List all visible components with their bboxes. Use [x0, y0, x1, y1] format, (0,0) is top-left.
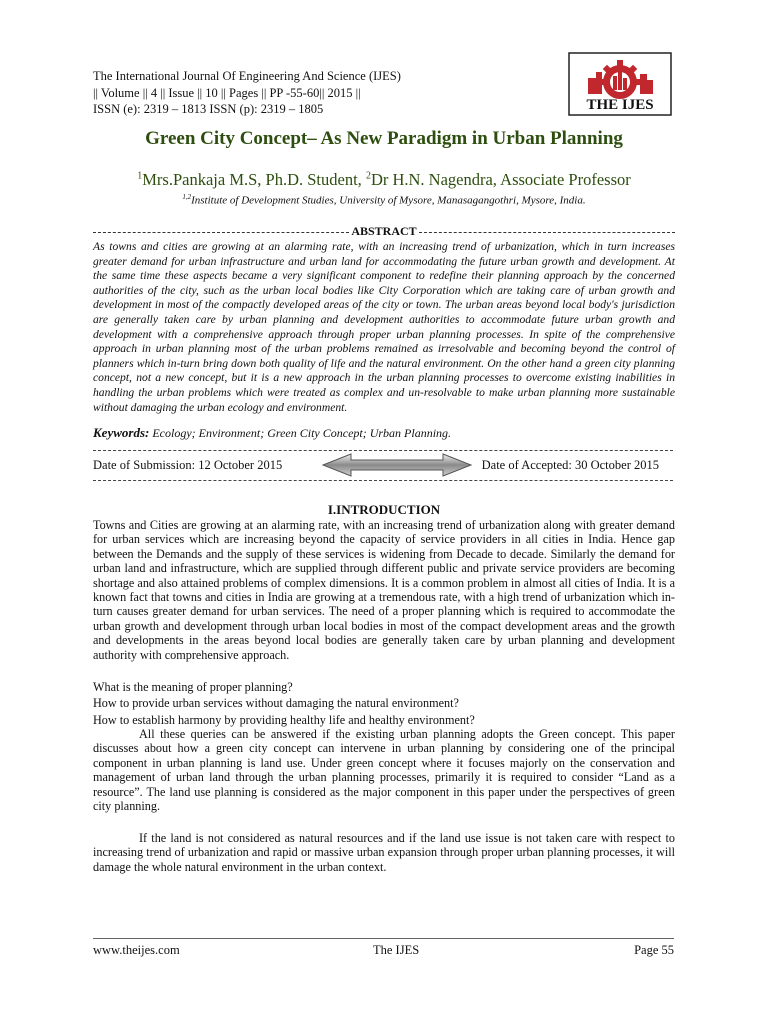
intro-paragraph-2: All these queries can be answered if the existing urban planning adopts the Green concept. This paper discusses about how a green city concept can intervene in urban planning by considering one of the principal component in urban planning is land use. Under green concept where it focuses majorly on the conservation and management of urban land through the urban planning processes, primarily it is required to consider “Land as a resource”. The land use planning is considered as the major component in this paper under the perspectives of green city planning.	[93, 727, 675, 814]
dates-row	[93, 456, 671, 476]
affiliation	[0, 193, 768, 207]
section-heading: I.INTRODUCTION	[327, 502, 441, 517]
submission-date: Date of Submission: 12 October 2015	[93, 458, 283, 472]
question-3: How to establish harmony by providing healthy life and healthy environment?	[93, 713, 475, 727]
author1-sup: 1	[137, 170, 143, 182]
divider	[93, 450, 673, 451]
abstract-heading: ABSTRACT	[351, 223, 417, 238]
keywords-label: Keywords:	[93, 425, 150, 440]
author1: Mrs.Pankaja M.S, Ph.D. Student,	[142, 170, 366, 189]
journal-name: The International Journal Of Engineering And Science (IJES)	[93, 69, 401, 83]
footer-journal: The IJES	[373, 943, 420, 957]
journal-issn: ISSN (e): 2319 – 1813 ISSN (p): 2319 – 1805	[93, 102, 324, 116]
accepted-date: Date of Accepted: 30 October 2015	[481, 458, 659, 472]
keywords-list: Ecology; Environment; Green City Concept; Urban Planning.	[149, 426, 452, 440]
author2-sup: 2	[365, 170, 371, 182]
logo-text: THE IJES	[586, 97, 654, 113]
question-1: What is the meaning of proper planning?	[93, 680, 293, 694]
journal-volume: || Volume || 4 || Issue || 10 || Pages || PP -55-60|| 2015 ||	[93, 85, 361, 100]
authors	[0, 170, 768, 190]
page-footer	[93, 938, 674, 955]
journal-header	[93, 68, 401, 118]
divider	[93, 480, 673, 481]
double-arrow-icon	[321, 452, 473, 478]
footer-website: www.theijes.com	[93, 943, 180, 957]
affil-sup: 1,2	[182, 193, 192, 201]
divider-left	[93, 232, 349, 233]
page-number: Page 55	[634, 943, 674, 957]
intro-paragraph-1: Towns and Cities are growing at an alarming rate, with an increasing trend of urbanization along with greater demand for urban services which are increasing beyond the capacity of service providers in all cities in India. Hence gap between the Demands and the supply of these services is widening from Decade to decade. Similarly the demand for urban land and infrastructure, which are supplied through different public and private service providers are becoming shortage and also attained problems of complex dimensions. It is a common problem in almost all cities of India. It is a known fact that towns and cities in India are growing at a tremendous rate, with a high trend of urbanization which in-turn causes greater demand for urban services. The need of a proper planning which is required to accommodate the urban growth and development through urban local bodies in most of the compact development areas and the growth and developments in the areas beyond local bodies are generally taken care by urban planning and development authority with comprehensive approach.	[93, 518, 675, 662]
affil-text: Institute of Development Studies, University of Mysore, Manasagangothri, Mysore, India.	[191, 194, 586, 207]
question-2: How to provide urban services without damaging the natural environment?	[93, 696, 459, 710]
keywords	[93, 425, 675, 441]
ijes-logo	[568, 52, 672, 116]
author2: Dr H.N. Nagendra, Associate Professor	[370, 170, 631, 189]
abstract-text: As towns and cities are growing at an alarming rate, with an increasing trend of urbanization, which in turn increases greater demand for urban infrastructure and urban land for accommodating the future urban growth and development. At the same time these aspects became a very significant component to redefine their planning approach by the concerned authorities of the city, such as the urban local bodies like City Corporation which are taking care of urban growth and development in most of the compactly developed areas of the city or town. The urban areas beyond local body's jurisdiction are generally taken care by urban planning and development authorities to accommodate future urban growth and development with a comprehensive approach through proper urban planning processes. In spite of the comprehensive approach in urban planning most of the urban problems remained as irresolvable and becoming beyond the control of planners which in-turn bring down both quality of life and the natural environment. On the other hand a green city planning concept, not a new concept, but it is a new approach in the urban planning processes to overcome existing inabilities in handling the urban problems which were treated as complex and un-resolvable to make urban planning more sustainable without damaging the urban ecology and environment.	[93, 240, 675, 414]
divider-right	[419, 232, 675, 233]
intro-paragraph-3: If the land is not considered as natural resources and if the land use issue is not taken care with respect to increasing trend of urbanization and rapid or massive urban expansion through proper urban planning processes, it will damage the whole natural environment in the urban context.	[93, 831, 675, 874]
paper-title: Green City Concept– As New Paradigm in Urban Planning	[145, 128, 623, 149]
abstract-heading-row	[93, 224, 675, 238]
